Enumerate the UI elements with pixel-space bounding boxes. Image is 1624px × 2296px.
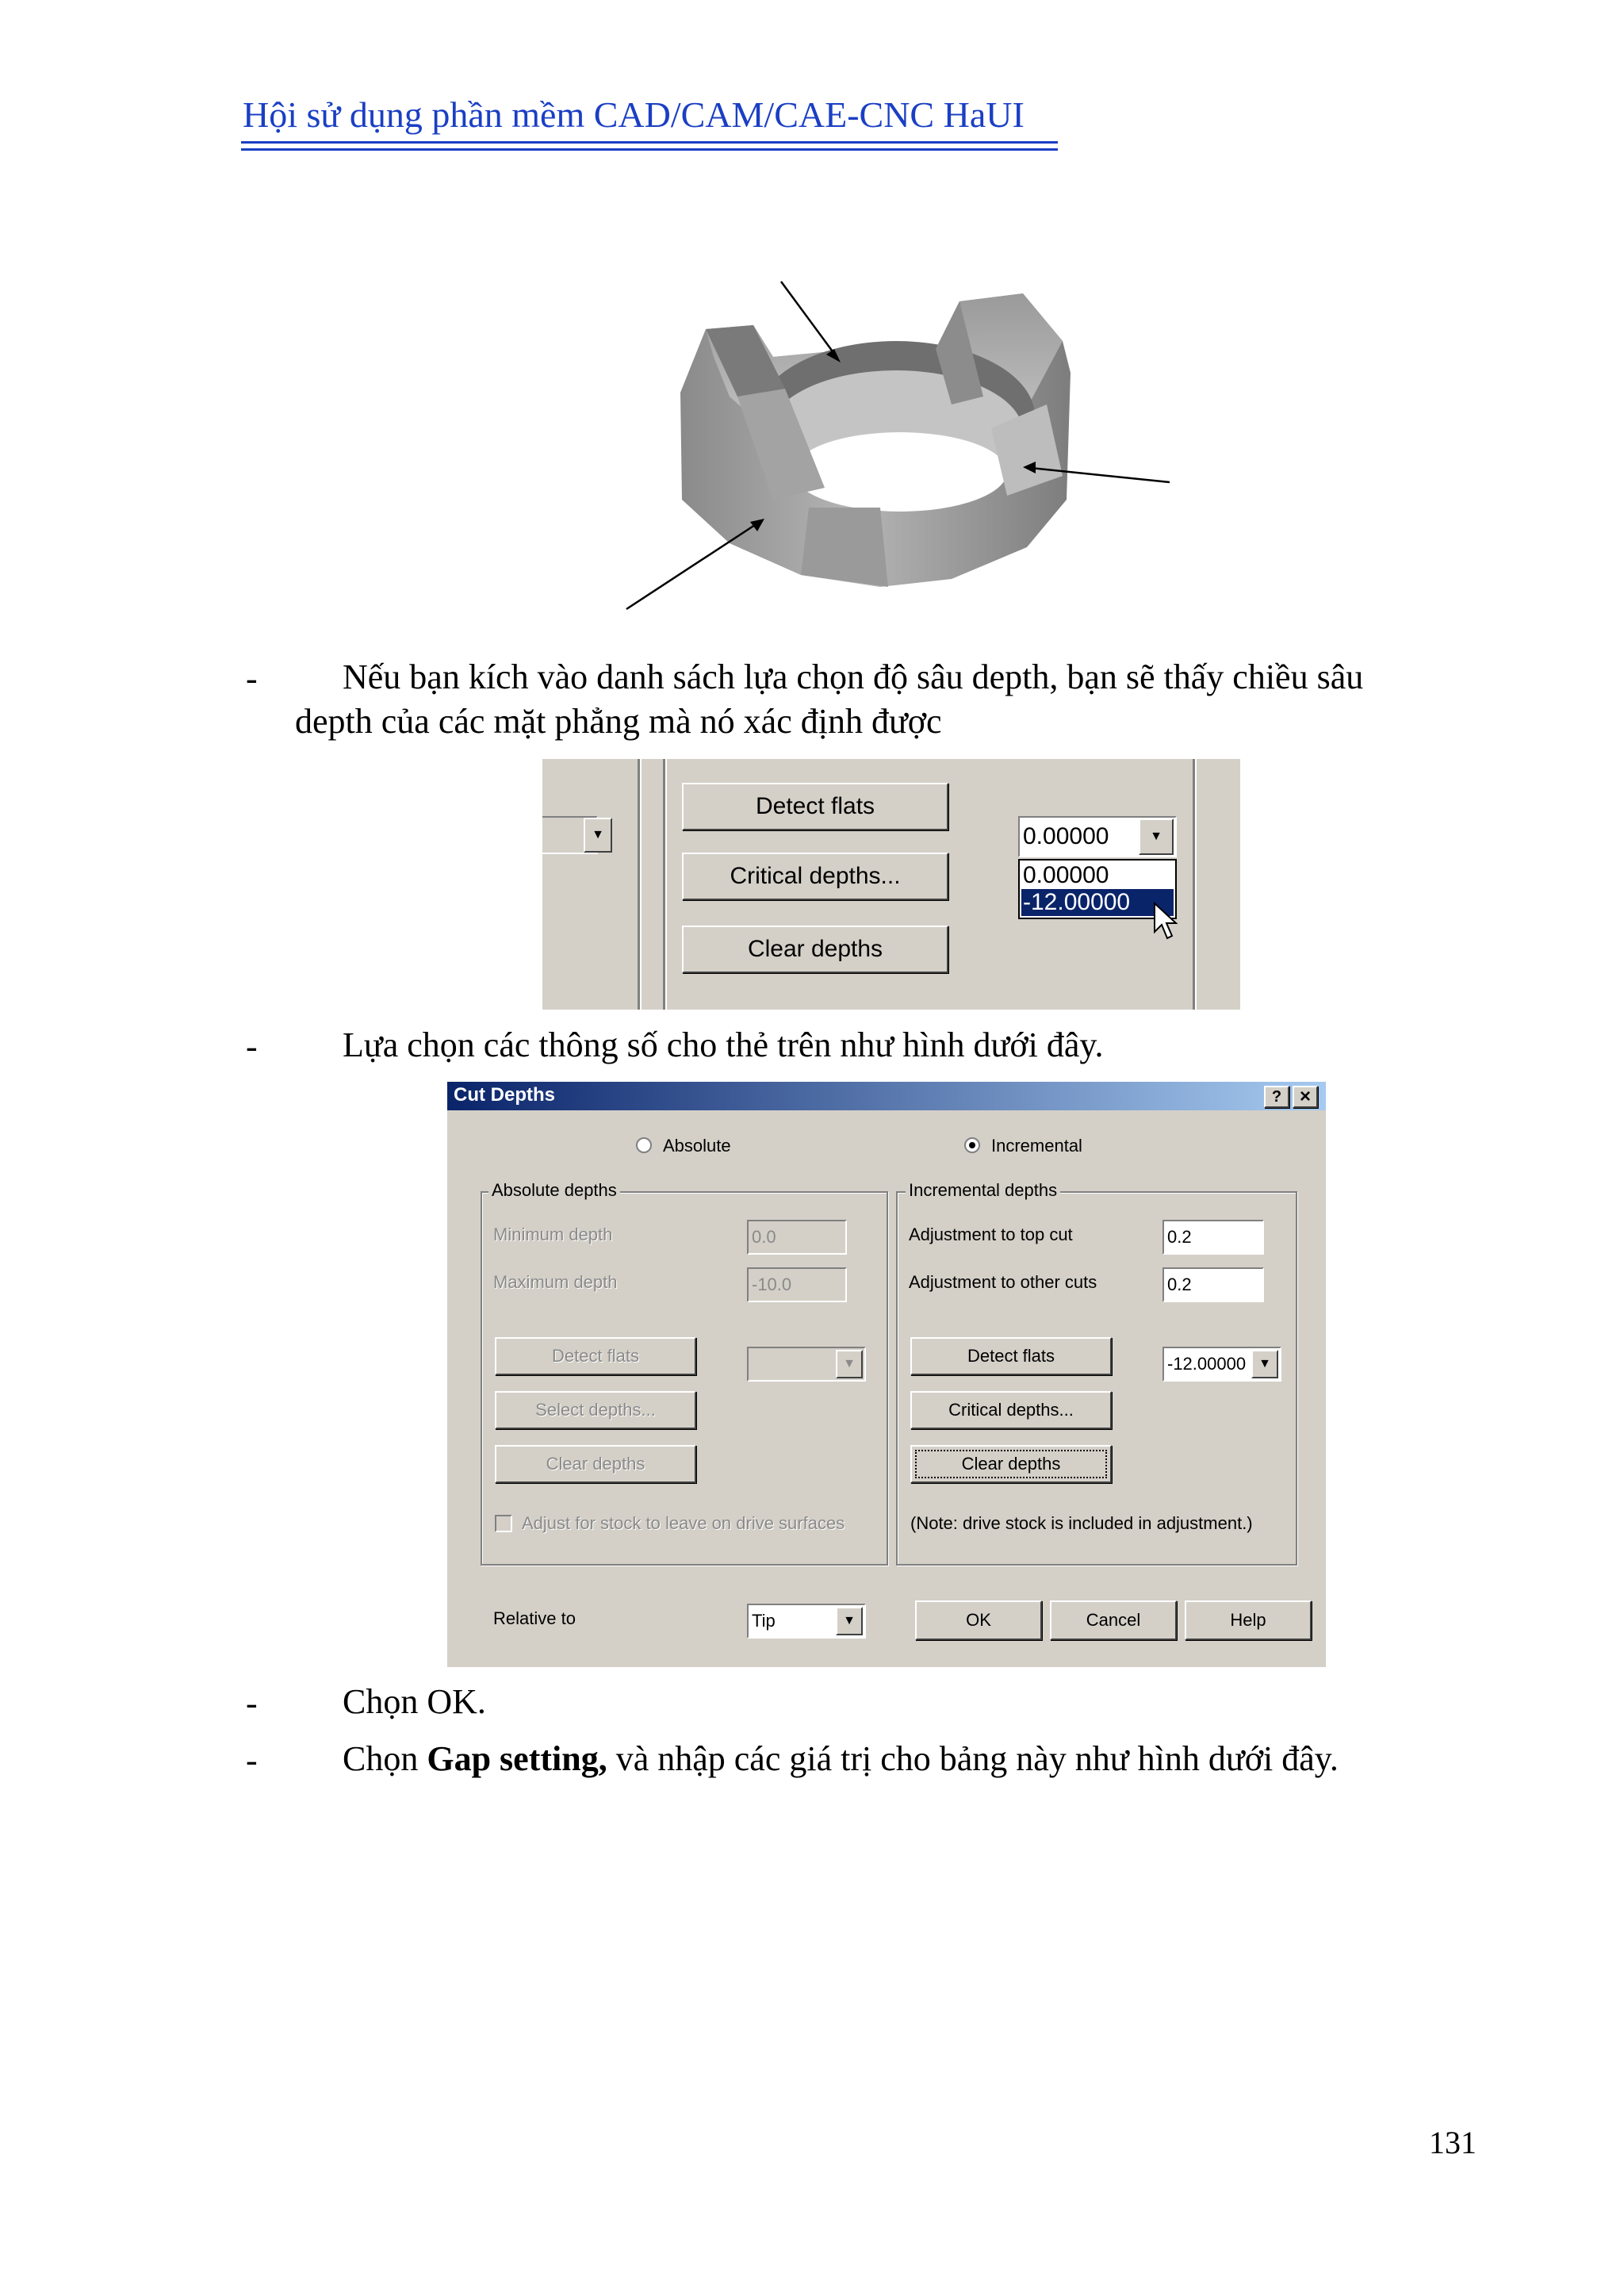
radio-incremental[interactable] [964, 1137, 980, 1153]
divider [638, 759, 642, 1010]
adjust-stock-checkbox[interactable] [495, 1515, 512, 1532]
clear-depths-button[interactable]: Clear depths [495, 1445, 696, 1483]
detect-flats-button[interactable]: Detect flats [682, 783, 948, 830]
paragraph-1-line-2: depth của các mặt phẳng mà nó xác định được [295, 702, 942, 741]
paragraph-4-prefix: Chọn [343, 1739, 427, 1778]
detect-flats-button[interactable]: Detect flats [495, 1337, 696, 1375]
relative-to-select[interactable]: Tip [747, 1604, 866, 1639]
adjust-top-input[interactable]: 0.2 [1162, 1220, 1264, 1255]
chevron-down-icon[interactable]: ▼ [836, 1607, 863, 1635]
ok-button[interactable]: OK [915, 1600, 1042, 1640]
radio-incremental-label: Incremental [991, 1136, 1082, 1156]
chevron-down-icon[interactable]: ▼ [584, 818, 612, 853]
incremental-depth-combo[interactable]: -12.00000 [1162, 1347, 1281, 1382]
bullet-dash: - [246, 1684, 258, 1723]
adjust-other-input[interactable]: 0.2 [1162, 1267, 1264, 1302]
min-depth-input[interactable]: 0.0 [747, 1220, 847, 1255]
header-rule [241, 141, 1058, 144]
dialog-title: Cut Depths [454, 1084, 555, 1106]
paragraph-1-line-1: Nếu bạn kích vào danh sách lựa chọn độ sâu depth, bạn sẽ thấy chiều sâu [343, 657, 1364, 696]
bullet-dash: - [246, 659, 258, 698]
depth-combo[interactable]: 0.00000 [1018, 816, 1177, 857]
paragraph-3: Chọn OK. [343, 1682, 486, 1721]
min-depth-label: Minimum depth [493, 1225, 613, 1244]
bullet-dash: - [246, 1027, 258, 1066]
chevron-down-icon[interactable]: ▼ [1139, 818, 1174, 855]
detect-flats-button[interactable]: Detect flats [910, 1337, 1112, 1375]
cut-depths-dialog [447, 1082, 1326, 1667]
paragraph-4 [343, 1737, 1339, 1781]
dialog-titlebar [447, 1082, 1326, 1110]
adjust-top-label: Adjustment to top cut [909, 1225, 1073, 1244]
incremental-depths-label: Incremental depths [906, 1180, 1060, 1201]
divider [663, 759, 667, 1010]
radio-absolute-label: Absolute [663, 1136, 731, 1156]
bullet-dash: - [246, 1741, 258, 1780]
cancel-button[interactable]: Cancel [1050, 1600, 1177, 1640]
page-number: 131 [1429, 2125, 1477, 2160]
clear-depths-button[interactable]: Clear depths [682, 926, 948, 973]
relative-to-label: Relative to [493, 1608, 576, 1628]
help-button[interactable]: Help [1185, 1600, 1312, 1640]
depth-dropdown-crop [542, 759, 1240, 1010]
list-item-selected[interactable]: -12.00000 [1021, 889, 1174, 916]
chevron-down-icon[interactable]: ▼ [836, 1350, 863, 1378]
radio-absolute[interactable] [636, 1137, 652, 1153]
critical-depths-button[interactable]: Critical depths... [910, 1391, 1112, 1429]
adjust-stock-label: Adjust for stock to leave on drive surfaces [522, 1513, 845, 1533]
max-depth-input[interactable]: -10.0 [747, 1267, 847, 1302]
divider [1193, 759, 1197, 1010]
critical-depths-button[interactable]: Critical depths... [682, 853, 948, 900]
drive-stock-note: (Note: drive stock is included in adjustment.) [910, 1513, 1253, 1533]
close-icon[interactable]: × [1293, 1086, 1318, 1108]
castle-nut-figure [619, 270, 1189, 627]
mouse-cursor-icon [1153, 902, 1180, 941]
adjust-other-label: Adjustment to other cuts [909, 1272, 1097, 1292]
header-rule [241, 148, 1058, 151]
paragraph-2: Lựa chọn các thông số cho thẻ trên như hình dưới đây. [343, 1025, 1104, 1064]
help-icon[interactable]: ? [1264, 1086, 1289, 1108]
list-item[interactable]: 0.00000 [1023, 862, 1109, 888]
gap-setting-term: Gap setting, [427, 1739, 607, 1778]
absolute-depths-label: Absolute depths [488, 1180, 620, 1201]
paragraph-4-suffix: và nhập các giá trị cho bảng này như hình dưới đây. [607, 1739, 1339, 1778]
clear-depths-button[interactable]: Clear depths [910, 1445, 1112, 1483]
chevron-down-icon[interactable]: ▼ [1251, 1350, 1278, 1378]
max-depth-label: Maximum depth [493, 1272, 618, 1292]
select-depths-button[interactable]: Select depths... [495, 1391, 696, 1429]
page-header: Hội sử dụng phần mềm CAD/CAM/CAE-CNC HaUI [243, 94, 1025, 135]
